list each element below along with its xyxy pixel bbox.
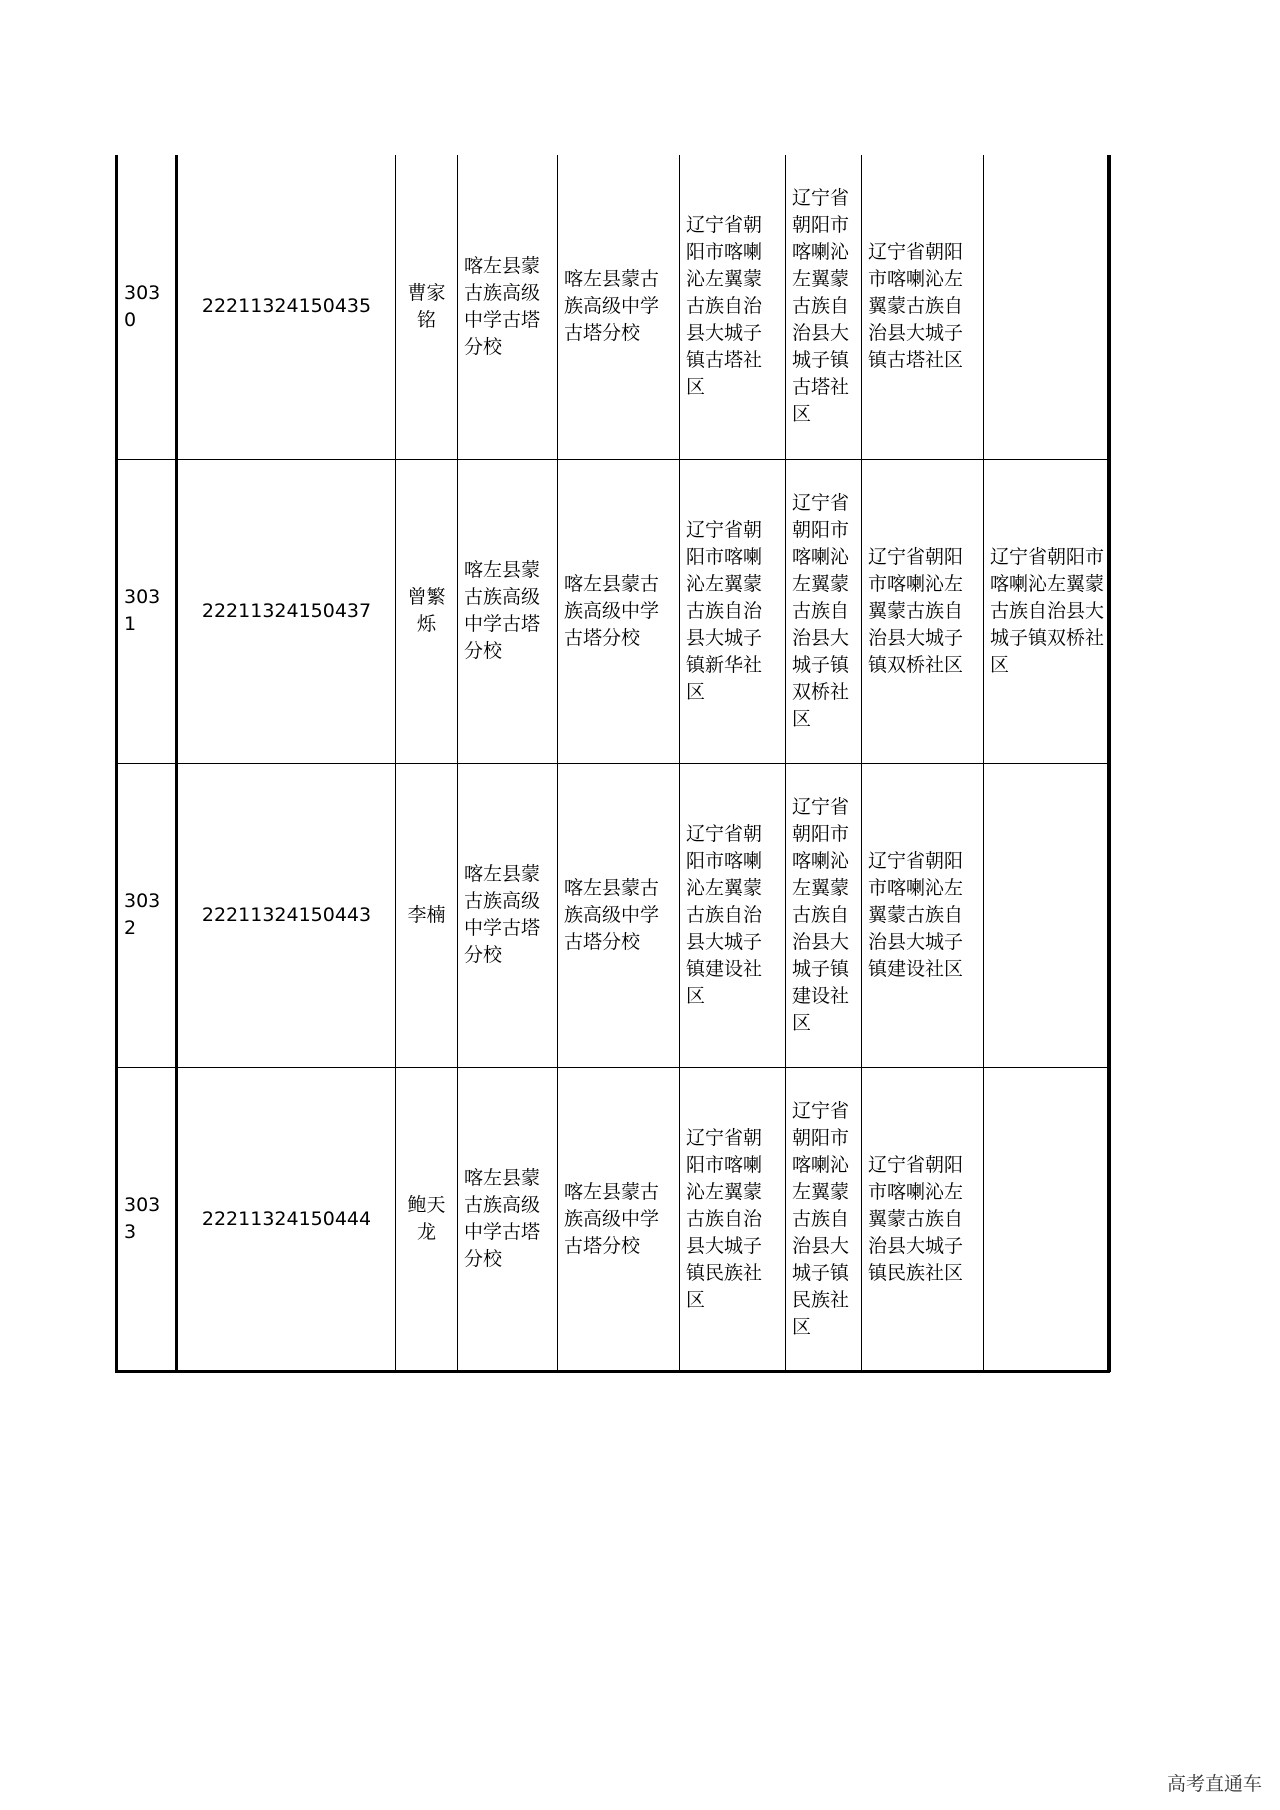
- row-number-cell: 3033: [116, 1067, 178, 1371]
- address-cell-3: 辽宁省朝阳市喀喇沁左翼蒙古族自治县大城子镇建设社区: [862, 763, 984, 1067]
- school-cell: 喀左县蒙古族高级中学古塔分校: [458, 1067, 558, 1371]
- exam-id-cell: 22211324150443: [178, 763, 396, 1067]
- address-cell-4: [984, 763, 1111, 1067]
- student-name-cell: 曹家铭: [396, 155, 458, 459]
- school-cell: 喀左县蒙古族高级中学古塔分校: [458, 459, 558, 763]
- address-cell-2: 辽宁省朝阳市喀喇沁左翼蒙古族自治县大城子镇双桥社区: [786, 459, 862, 763]
- table-row: [116, 763, 1111, 1067]
- school-cell: 喀左县蒙古族高级中学古塔分校: [458, 763, 558, 1067]
- school-cell: 喀左县蒙古族高级中学古塔分校: [458, 155, 558, 459]
- row-number-cell: 3032: [116, 763, 178, 1067]
- school-cell-secondary: 喀左县蒙古族高级中学古塔分校: [558, 1067, 680, 1371]
- row-number-cell: 3031: [116, 459, 178, 763]
- exam-id-cell: 22211324150437: [178, 459, 396, 763]
- student-name-cell: 曾繁烁: [396, 459, 458, 763]
- exam-id-cell: 22211324150444: [178, 1067, 396, 1371]
- student-name-cell: 鲍天龙: [396, 1067, 458, 1371]
- address-cell-1: 辽宁省朝阳市喀喇沁左翼蒙古族自治县大城子镇建设社区: [680, 763, 786, 1067]
- watermark-text: 高考直通车: [1166, 1773, 1262, 1795]
- address-cell-3: 辽宁省朝阳市喀喇沁左翼蒙古族自治县大城子镇双桥社区: [862, 459, 984, 763]
- table-row: [116, 155, 1111, 459]
- address-cell-4: [984, 1067, 1111, 1371]
- address-cell-1: 辽宁省朝阳市喀喇沁左翼蒙古族自治县大城子镇古塔社区: [680, 155, 786, 459]
- exam-id-cell: 22211324150435: [178, 155, 396, 459]
- address-cell-2: 辽宁省朝阳市喀喇沁左翼蒙古族自治县大城子镇古塔社区: [786, 155, 862, 459]
- school-cell-secondary: 喀左县蒙古族高级中学古塔分校: [558, 459, 680, 763]
- student-roster-table: [115, 155, 1111, 1372]
- row-number-cell: 3030: [116, 155, 178, 459]
- address-cell-4: 辽宁省朝阳市喀喇沁左翼蒙古族自治县大城子镇双桥社区: [984, 459, 1111, 763]
- table-row: [116, 459, 1111, 763]
- address-cell-1: 辽宁省朝阳市喀喇沁左翼蒙古族自治县大城子镇民族社区: [680, 1067, 786, 1371]
- table-row: [116, 1067, 1111, 1371]
- student-name-cell: 李楠: [396, 763, 458, 1067]
- school-cell-secondary: 喀左县蒙古族高级中学古塔分校: [558, 763, 680, 1067]
- address-cell-3: 辽宁省朝阳市喀喇沁左翼蒙古族自治县大城子镇民族社区: [862, 1067, 984, 1371]
- school-cell-secondary: 喀左县蒙古族高级中学古塔分校: [558, 155, 680, 459]
- address-cell-2: 辽宁省朝阳市喀喇沁左翼蒙古族自治县大城子镇民族社区: [786, 1067, 862, 1371]
- address-cell-2: 辽宁省朝阳市喀喇沁左翼蒙古族自治县大城子镇建设社区: [786, 763, 862, 1067]
- address-cell-4: [984, 155, 1111, 459]
- address-cell-3: 辽宁省朝阳市喀喇沁左翼蒙古族自治县大城子镇古塔社区: [862, 155, 984, 459]
- address-cell-1: 辽宁省朝阳市喀喇沁左翼蒙古族自治县大城子镇新华社区: [680, 459, 786, 763]
